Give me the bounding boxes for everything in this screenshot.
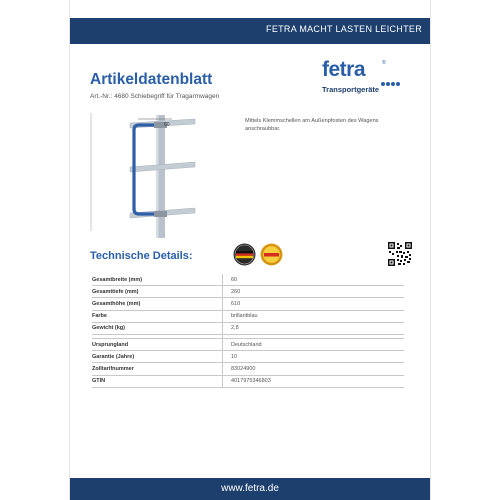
logo-registered-mark: ® — [382, 60, 386, 66]
footer-bar — [70, 478, 430, 500]
article-number: Art.-Nr.: 4680 Schiebegriff für Tragarmwagen — [90, 93, 220, 100]
section-title: Technische Details: — [90, 250, 193, 262]
spec-value: 610 — [223, 298, 405, 310]
logo-subtitle: Transportgeräte — [322, 85, 380, 94]
spec-value: brillantblau — [223, 310, 405, 322]
table-row — [92, 363, 404, 375]
table-row — [92, 375, 404, 387]
table-row — [92, 322, 404, 334]
spec-label: Garantie (Jahre) — [92, 351, 223, 363]
fetra-logo[interactable] — [320, 60, 400, 100]
product-description: Mittels Klemmschellen am Außenpfosten des Wagens anschraubbar. — [245, 118, 379, 132]
spec-value: 83024900 — [223, 363, 405, 375]
made-in-germany-icon — [233, 243, 256, 266]
warranty-10-years-badge — [260, 243, 283, 266]
spec-value: 260 — [223, 286, 405, 298]
spec-label: Gesamthöhe (mm) — [92, 298, 223, 310]
table-row — [92, 286, 404, 298]
qr-code-icon[interactable] — [388, 242, 412, 266]
product-image — [90, 113, 230, 238]
footer-url-link[interactable]: www.fetra.de — [221, 483, 279, 494]
dimension-label: 60 — [164, 122, 170, 128]
spec-value: 4017975346803 — [223, 375, 405, 387]
spec-label: Gesamttiefe (mm) — [92, 286, 223, 298]
datasheet-page — [70, 0, 430, 500]
spec-value: 60 — [223, 274, 405, 286]
spec-label: GTIN — [92, 375, 223, 387]
logo-wordmark: fetra — [322, 58, 366, 81]
table-row — [92, 298, 404, 310]
push-handle-illustration — [90, 113, 230, 238]
spec-label: Gesamtbreite (mm) — [92, 274, 223, 286]
spec-label: Farbe — [92, 310, 223, 322]
specs-table — [92, 274, 404, 388]
table-row — [92, 351, 404, 363]
spec-value: 2,8 — [223, 322, 405, 334]
header-bar — [70, 18, 430, 44]
qr-code-graphic — [388, 242, 412, 266]
spec-label: Gewicht (kg) — [92, 322, 223, 334]
made-in-germany-badge — [233, 243, 256, 266]
table-row — [92, 310, 404, 322]
spec-value: 10 — [223, 351, 405, 363]
warranty-icon — [260, 243, 283, 266]
spec-value: Deutschland — [223, 338, 405, 350]
logo-dots-icon — [381, 73, 401, 79]
document-title: Artikeldatenblatt — [90, 71, 213, 88]
table-row — [92, 274, 404, 286]
table-row — [92, 338, 404, 350]
header-slogan: FETRA MACHT LASTEN LEICHTER — [266, 24, 422, 34]
spec-label: Ursprungland — [92, 338, 223, 350]
spec-label: Zolltarifnummer — [92, 363, 223, 375]
